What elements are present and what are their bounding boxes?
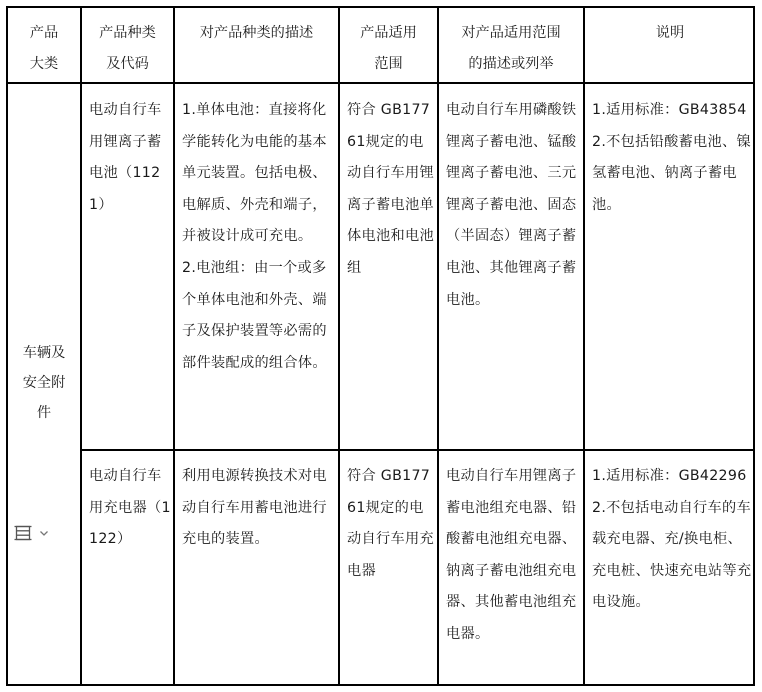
header-scope: 产品适用 范围 xyxy=(360,25,417,72)
header-scope-description: 对产品适用范围 的描述或列举 xyxy=(461,25,561,72)
header-product-type: 产品种类 及代码 xyxy=(99,25,156,72)
scope-detail-cell: 电动自行车用锂离子蓄电池组充电器、铅酸蓄电池组充电器、钠离子蓄电池组充电器、其他蓄电池组充电器。 xyxy=(446,468,577,642)
product-name-cell: 电动自行车用锂离子蓄电池（1121） xyxy=(89,102,162,213)
product-name-cell: 电动自行车用充电器（1122） xyxy=(89,468,171,548)
category-cell: 车辆及 安全附 件 xyxy=(22,345,66,421)
grid-line xyxy=(80,449,755,451)
notes-cell: 1.适用标准：GB42296 2.不包括电动自行车的车载充电器、充/换电柜、充电桩、快速充电站等充电设施。 xyxy=(592,468,752,611)
header-category: 产品 大类 xyxy=(29,25,59,72)
scope-detail-cell: 电动自行车用磷酸铁锂离子蓄电池、锰酸锂离子蓄电池、三元锂离子蓄电池、固态（半固态）锂离子蓄电池、其他锂离子蓄电池。 xyxy=(446,102,577,308)
table-row-icon[interactable] xyxy=(14,524,32,542)
description-cell: 利用电源转换技术对电动自行车用蓄电池进行充电的装置。 xyxy=(182,468,327,548)
grid-line xyxy=(6,82,755,84)
chevron-down-icon[interactable] xyxy=(36,525,52,541)
row-control[interactable] xyxy=(14,520,58,546)
header-notes: 说明 xyxy=(655,25,685,41)
description-cell: 1.单体电池：直接将化学能转化为电能的基本单元装置。包括电极、电解质、外壳和端子，并被设计成可充电。 2.电池组：由一个或多个单体电池和外壳、端子及保护装置等必需的部件装配成的组合体。 xyxy=(182,102,327,371)
header-type-description: 对产品种类的描述 xyxy=(199,25,314,41)
scope-cell: 符合 GB17761规定的电动自行车用充电器 xyxy=(347,468,434,579)
notes-cell: 1.适用标准：GB43854 2.不包括铅酸蓄电池、镍氢蓄电池、钠离子蓄电池。 xyxy=(592,102,752,213)
scope-cell: 符合 GB17761规定的电动自行车用锂离子蓄电池单体电池和电池组 xyxy=(347,102,434,276)
